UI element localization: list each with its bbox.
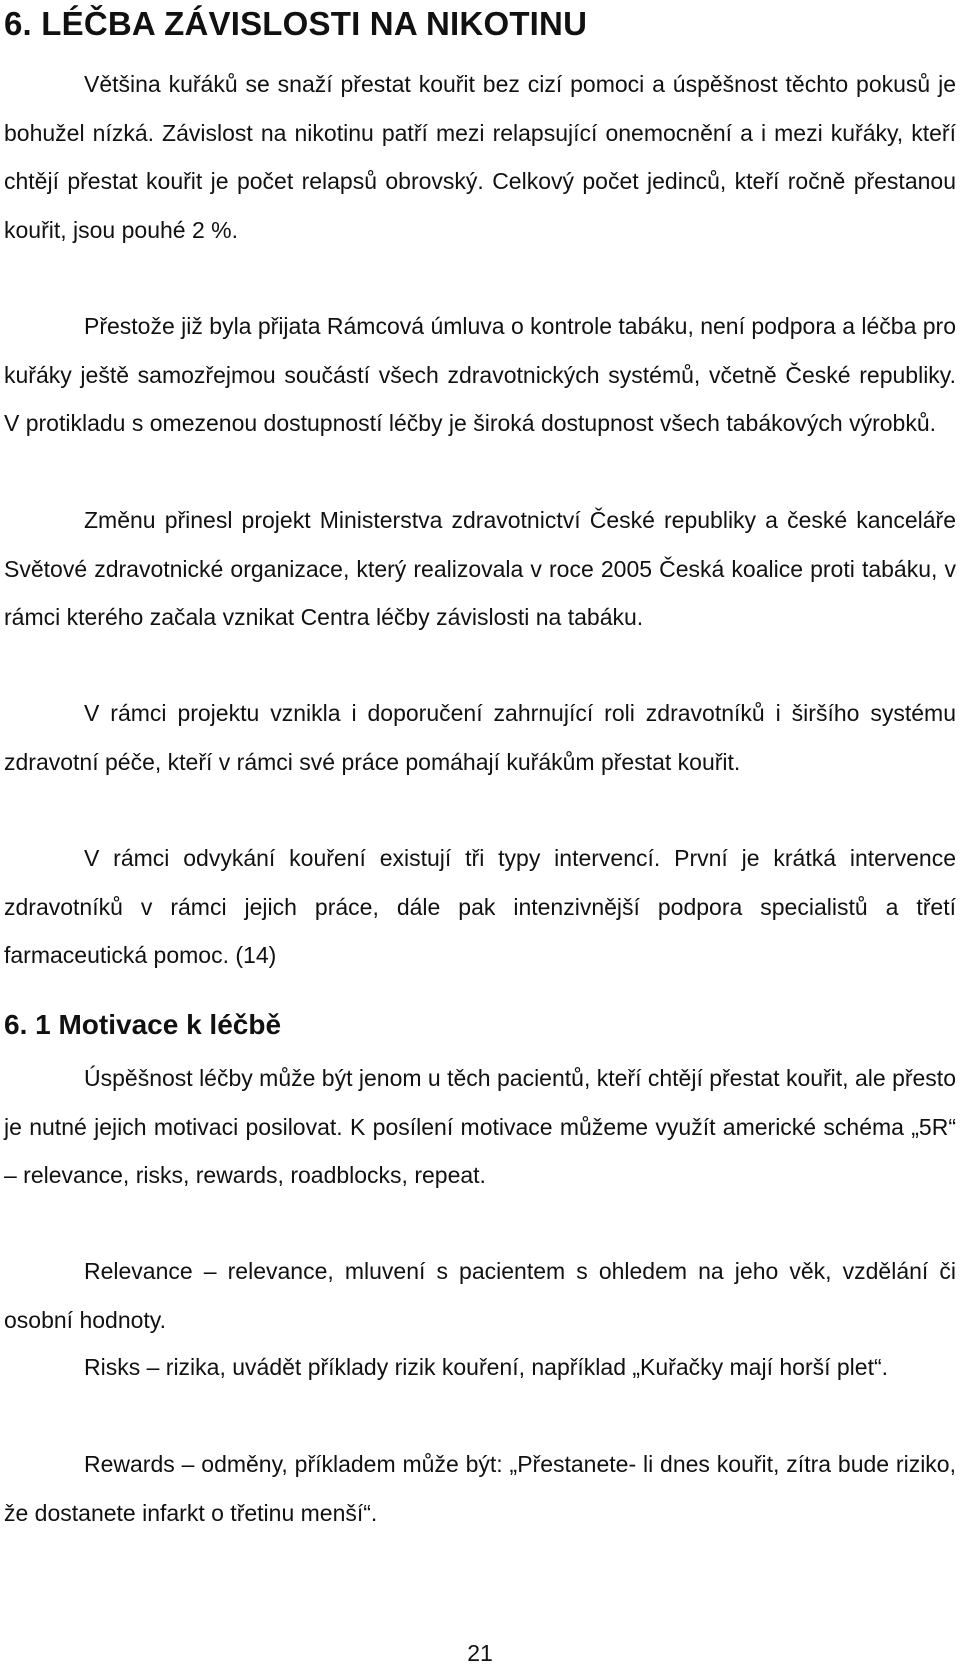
- paragraph-5: V rámci odvykání kouření existují tři typy intervencí. První je krátká intervence zdravotníků v rámci jejich práce, dále pak intenzivnější podpora specialistů a třetí farmaceutická pomoc. (14): [4, 845, 956, 968]
- paragraph-4: V rámci projektu vznikla i doporučení zahrnující roli zdravotníků i širšího systému zdravotní péče, kteří v rámci své práce pomáhají kuřákům přestat kouřit.: [4, 700, 956, 775]
- section-paragraph-rewards: Rewards – odměny, příkladem může být: „Přestanete- li dnes kouřit, zítra bude riziko, že dostanete infarkt o třetinu menší“.: [4, 1451, 956, 1526]
- chapter-heading: 6. LÉČBA ZÁVISLOSTI NA NIKOTINU: [4, 5, 588, 42]
- paragraph-2: Přestože již byla přijata Rámcová úmluva o kontrole tabáku, není podpora a léčba pro kuřáky ještě samozřejmou součástí všech zdravotnických systémů, včetně České republiky. V protikladu s omezenou dostupností léčby je široká dostupnost všech tabákových výrobků.: [4, 313, 956, 436]
- section-paragraph-relevance: Relevance – relevance, mluvení s pacientem s ohledem na jeho věk, vzdělání či osobní hodnoty.: [4, 1258, 956, 1333]
- page-number: 21: [467, 1640, 493, 1666]
- section-heading: 6. 1 Motivace k léčbě: [4, 1009, 282, 1040]
- paragraph-3: Změnu přinesl projekt Ministerstva zdravotnictví České republiky a české kanceláře Světové zdravotnické organizace, který realizovala v roce 2005 Česká koalice proti tabáku, v rámci kterého začala vznikat Centra léčby závislosti na tabáku.: [4, 507, 956, 630]
- section-paragraph-risks: Risks – rizika, uvádět příklady rizik kouření, například „Kuřačky mají horší plet“.: [84, 1354, 889, 1380]
- paragraph-1: Většina kuřáků se snaží přestat kouřit bez cizí pomoci a úspěšnost těchto pokusů je bohužel nízká. Závislost na nikotinu patří mezi relapsující onemocnění a i mezi kuřáky, kteří chtějí přestat kouřit je počet relapsů obrovský. Celkový počet jedinců, kteří ročně přestanou kouřit, jsou pouhé 2 %.: [4, 71, 956, 243]
- section-paragraph-1: Úspěšnost léčby může být jenom u těch pacientů, kteří chtějí přestat kouřit, ale přesto je nutné jejich motivaci posilovat. K posílení motivace můžeme využít americké schéma „5R“ – relevance, risks, rewards, roadblocks, repeat.: [4, 1065, 956, 1188]
